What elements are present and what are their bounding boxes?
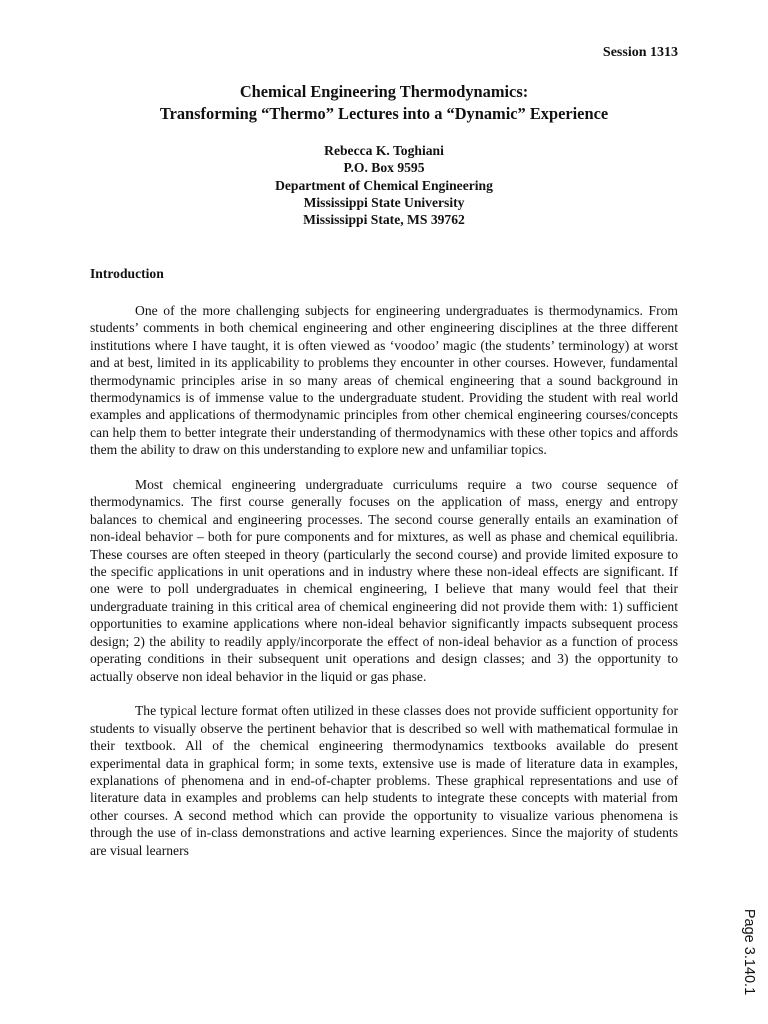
author-block xyxy=(0,142,768,228)
paper-title xyxy=(0,81,768,124)
author-po-box: P.O. Box 9595 xyxy=(343,160,425,176)
author-university: Mississippi State University xyxy=(303,194,465,210)
paragraph: One of the more challenging subjects for engineering undergraduates is thermodynamics. From students’ comments in both chemical engineering and other engineering disciplines at the three different institutions where I have taught, it is often viewed as ‘voodoo’ magic (the students’ terminology) at worst and at best, limited in its applicability to problems they encounter in other courses. However, fundamental thermodynamic principles arise in so many areas of chemical engineering that a sound background in thermodynamics is of immense value to the undergraduate student. Providing the student with real world examples and applications of thermodynamic principles from other chemical engineering courses/concepts can help them to better integrate their understanding of thermodynamics with these other topics and affords them the ability to draw on this understanding to explore new and unfamiliar topics. xyxy=(90,303,678,458)
session-label: Session 1313 xyxy=(602,45,678,60)
paragraph: The typical lecture format often utilized in these classes does not provide sufficient opportunity for students to visually observe the pertinent behavior that is described so well with mathematical formulae in their textbook. All of the chemical engineering thermodynamics textbooks available do present experimental data in graphical form; in some texts, extensive use is made of literature data in examples, explanations of phenomena and in end-of-chapter problems. These graphical representations and use of literature data in examples and problems can help students to integrate these concepts with material from other courses. A second method which can provide the opportunity to visualize various phenomena is through the use of in-class demonstrations and active learning experiences. Since the majority of students are visual learners xyxy=(90,703,678,858)
title-line-2: Transforming “Thermo” Lectures into a “Dynamic” Experience xyxy=(159,103,609,123)
page-number: Page 3.140.1 xyxy=(741,908,757,996)
title-line-1: Chemical Engineering Thermodynamics: xyxy=(239,82,529,101)
body-text xyxy=(90,302,678,876)
author-name: Rebecca K. Toghiani xyxy=(324,143,444,158)
section-heading: Introduction xyxy=(90,266,164,281)
paragraph: Most chemical engineering undergraduate curriculums require a two course sequence of thermodynamics. The first course generally focuses on the application of mass, energy and entropy balances to chemical and engineering processes. The second course generally entails an examination of non-ideal behavior – both for pure components and for mixtures, as well as phase and chemical equilibria. These courses are often steeped in theory (particularly the second course) and provide limited exposure to the specific applications in unit operations and in industry where these non-ideal effects are significant. If one were to poll undergraduates in chemical engineering, I believe that many would feel that their undergraduate training in this critical area of chemical engineering did not provide them with: 1) sufficient opportunities to examine applications where non-ideal behavior significantly impacts subsequent process design; 2) the ability to readily apply/incorporate the effect of non-ideal behavior as a function of process operating conditions in their subsequent unit operations and design classes; and 3) the opportunity to actually observe non ideal behavior in the liquid or gas phase. xyxy=(90,477,678,684)
author-department: Department of Chemical Engineering xyxy=(275,177,493,193)
author-location: Mississippi State, MS 39762 xyxy=(303,212,465,228)
